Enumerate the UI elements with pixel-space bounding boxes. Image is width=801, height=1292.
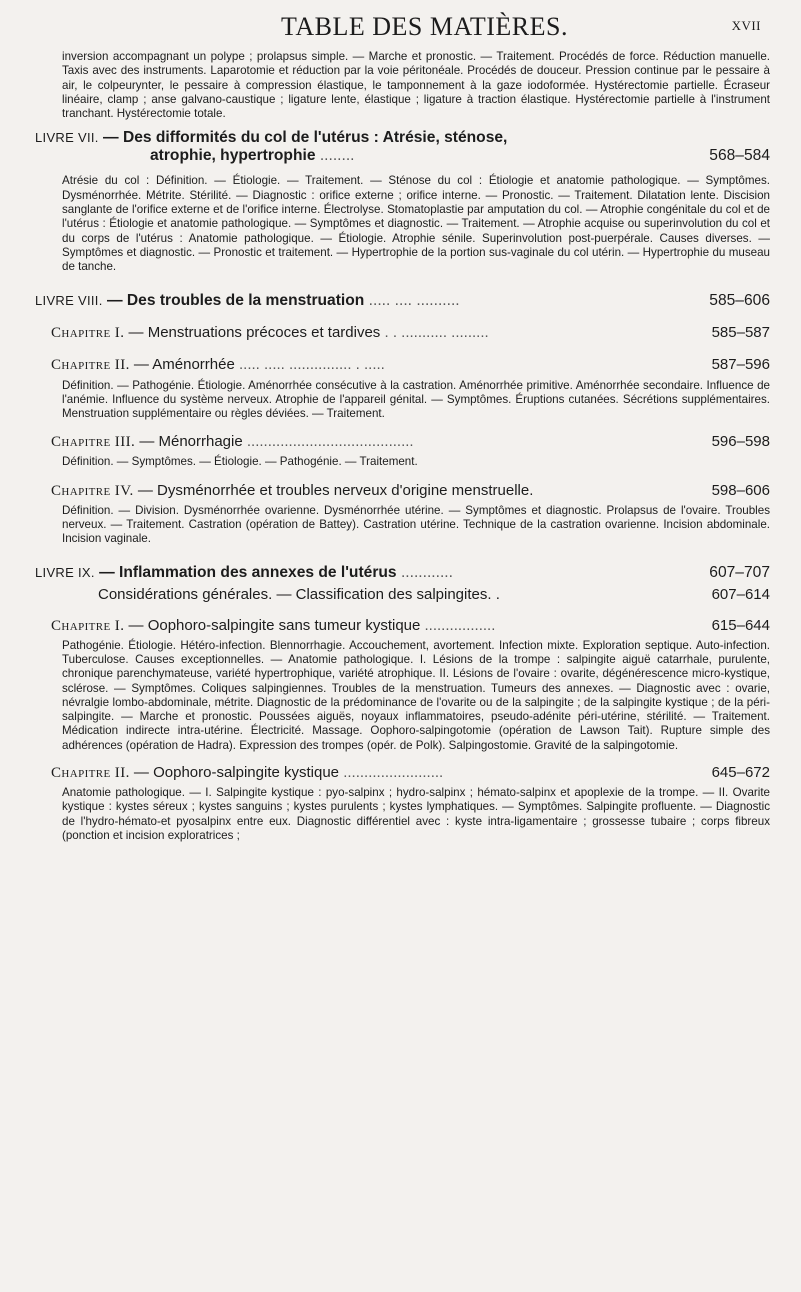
chapitre-title: — Oophoro-salpingite kystique <box>133 764 340 782</box>
chapitre-8-3-summary: Définition. — Symptômes. — Étiologie. — Pathogénie. — Traitement. <box>62 455 418 469</box>
chapitre-8-3-heading <box>51 433 770 451</box>
livre-7-entry <box>35 129 770 274</box>
livre-8-label: LIVRE VIII. <box>35 292 103 308</box>
chapitre-title: — Menstruations précoces et tardives <box>128 323 381 341</box>
livre-8-pages: 585–606 <box>709 291 770 309</box>
livre-9-heading <box>35 564 770 582</box>
chapitre-9-1-summary: Pathogénie. Étiologie. Hétéro-infection. Blennorrhagie. Accouchement, avortement. Infection mixte. Exploration septique. Auto-infection. Tuberculose. Causes exceptionnelles. — Anatomie pathologique. I. Lésions de la trompe : salpingite aiguë catarrhale, purulente, chronique parenchymateuse, variété hypertrophique, variété atrophique. II. Lésions de l'ovaire : ovarite, dégénérescence micro-kystique, sclérose. — Symptômes. Coliques salpingiennes. Troubles de la menstruation. Tumeurs des annexes. — Diagnostic avec : ovarie, névralgie lombo-abdominale, métrite. Diagnostic de la prédominance de l'ovarite ou de la salpingite ; de la salpingite kystique ; de la péri-salpingite. — Marche et pronostic. Poussées aiguës, noyaux inflammatoires, pseudo-adénite péri-utérine, stérilité. — Traitement. Médication indirecte intra-utérine. Électricité. Massage. Oophoro-salpingotomie (opération de Lawson Tait). Rupture simple des adhérences (opération de Hadra). Expression des trompes (opér. de Polk). Salpingostomie. Gravité de la salpingotomie. <box>62 638 770 752</box>
chapitre-8-1-heading <box>51 324 770 342</box>
livre-9-title: — Inflammation des annexes de l'utérus <box>99 563 397 581</box>
chapitre-9-2-summary: Anatomie pathologique. — I. Salpingite kystique : pyo-salpinx ; hydro-salpinx ; hémato-salpinx et apoplexie de la trompe. — II. Ovarite kystique : kystes séreux ; kystes sanguins ; kystes purulents ; kystes lymphatiques. — Symptômes. Salpingite profluente. — Diagnostic de l'hydro-hémato-et pyosalpinx entre eux. Diagnostic différentiel avec : kyste intra-ligamentaire ; grossesse tubaire ; corps fibreux (ponction et incision exploratrices ; <box>62 786 770 842</box>
livre-7-pages: 568–584 <box>709 147 770 165</box>
leader-dots: ............ <box>400 563 453 581</box>
intro-paragraph: inversion accompagnant un polype ; prolapsus simple. — Marche et pronostic. — Traitement. Procédés de force. Réduction manuelle. Taxis avec des instruments. Laparotomie et réduction par la voie péritonéale. Procédés de douceur. Pression continue par le pessaire à air, le colpeurynter, le pessaire à compression élastique, le tamponnement à la gaze iodoformée. Hystérectomie partielle. Écraseur linéaire, clamp ; anse galvano-caustique ; ligature lente, élastique ; ligature à traction élastique. Hystérectomie partielle à l'instrument tranchant. Hystérectomie totale. <box>62 50 770 121</box>
chapitre-label: Chapitre IV. <box>51 482 134 499</box>
chapitre-9-2-heading <box>51 764 770 782</box>
chapitre-pages: 587–596 <box>711 355 770 373</box>
leader-dots: ........................ <box>343 764 444 782</box>
chapitre-pages: 645–672 <box>711 764 770 782</box>
chapitre-title: — Aménorrhée <box>133 355 235 373</box>
chapitre-8-2-heading <box>51 356 770 374</box>
livre-9-label: LIVRE IX. <box>35 564 95 580</box>
chapitre-pages: 615–644 <box>711 616 770 634</box>
chapitre-label: Chapitre III. <box>51 434 136 451</box>
chapitre-label: Chapitre I. <box>51 324 125 341</box>
chapitre-pages: 596–598 <box>711 433 770 451</box>
leader-dots: . . ........... ......... <box>384 323 489 341</box>
leader-dots: ..... .... .......... <box>368 291 460 309</box>
livre-9-pages: 607–707 <box>709 563 770 581</box>
chapitre-label: Chapitre II. <box>51 765 130 782</box>
chapitre-8-4-summary: Définition. — Division. Dysménorrhée ovarienne. Dysménorrhée utérine. — Symptômes et diagnostic. Prolapsus de l'ovaire. Troubles nerveux. — Traitement. Castration (opération de Battey). Castration utérine. Technique de la castration ovarienne. Incision abdominale. Incision vaginale. <box>62 503 770 546</box>
livre-8-entry <box>35 291 770 547</box>
page-header <box>88 12 761 42</box>
leader-dots: ........ <box>319 147 355 165</box>
table-of-contents <box>35 50 770 843</box>
running-title: TABLE DES MATIÈRES. <box>281 12 568 41</box>
chapitre-label: Chapitre I. <box>51 617 125 634</box>
chapitre-label: Chapitre II. <box>51 356 130 373</box>
considerations-title: Considérations générales. — Classification des salpingites. . <box>98 585 500 603</box>
livre-7-label: LIVRE VII. <box>35 130 99 146</box>
chapitre-8-2-summary: Définition. — Pathogénie. Étiologie. Aménorrhée consécutive à la castration. Aménorrhée primitive. Aménorrhée secondaire. Influence de l'anémie. Influence du système nerveux. Atrophie de l'appareil génital. — Symptômes. Éruptions cutanées. Sécrétions supplémentaires. Menstruation supplémentaire ou règles déviées. — Traitement. <box>62 378 770 421</box>
livre-7-title-cont: atrophie, hypertrophie <box>150 147 316 165</box>
livre-9-entry <box>35 563 770 844</box>
livre-7-summary: Atrésie du col : Définition. — Étiologie. — Traitement. — Sténose du col : Étiologie et anatomie pathologique. — Symptômes. Dysménorrhée. Métrite. Stérilité. — Diagnostic : orifice externe ; orifice interne. — Pronostic. — Traitement. Dilatation lente. Discision sanglante de l'orifice externe et de l'orifice interne. Électrolyse. Stomatoplastie par amputation du col. — Atrophie congénitale du col et de l'utérus : Étiologie et anatomie pathologique. — Symptômes et diagnostic. — Traitement. — Atrophie acquise ou superinvolution du col et du corps de l'utérus : Anatomie pathologique. — Étiologie. Atrophie sénile. Superinvolution post-puerpérale. Causes diverses. — Symptômes et diagnostic. — Pronostic et traitement. — Hypertrophie de la portion sus-vaginale du col utérin. — Hypertrophie du museau de tanche. <box>62 174 770 274</box>
page-number: XVII <box>731 18 761 33</box>
leader-dots: ..... ..... ............... . ..... <box>238 355 385 373</box>
chapitre-title: — Oophoro-salpingite sans tumeur kystique <box>128 616 421 634</box>
livre-7-title-line2 <box>51 147 770 165</box>
considerations-pages: 607–614 <box>711 585 770 603</box>
livre-8-heading <box>35 292 770 310</box>
chapitre-title: — Ménorrhagie <box>139 433 243 451</box>
leader-dots: ........................................ <box>246 433 414 451</box>
chapitre-pages: 598–606 <box>711 481 770 499</box>
livre-7-title: — Des difformités du col de l'utérus : Atrésie, sténose, <box>103 129 508 147</box>
leader-dots: ................. <box>424 616 496 634</box>
chapitre-title: — Dysménorrhée et troubles nerveux d'origine menstruelle. <box>137 481 534 499</box>
livre-8-title: — Des troubles de la menstruation <box>106 291 365 309</box>
chapitre-pages: 585–587 <box>711 323 770 341</box>
livre-7-heading <box>35 129 770 147</box>
chapitre-9-1-heading <box>51 617 770 635</box>
livre-9-considerations <box>51 586 770 603</box>
chapitre-8-4-heading <box>51 482 770 500</box>
